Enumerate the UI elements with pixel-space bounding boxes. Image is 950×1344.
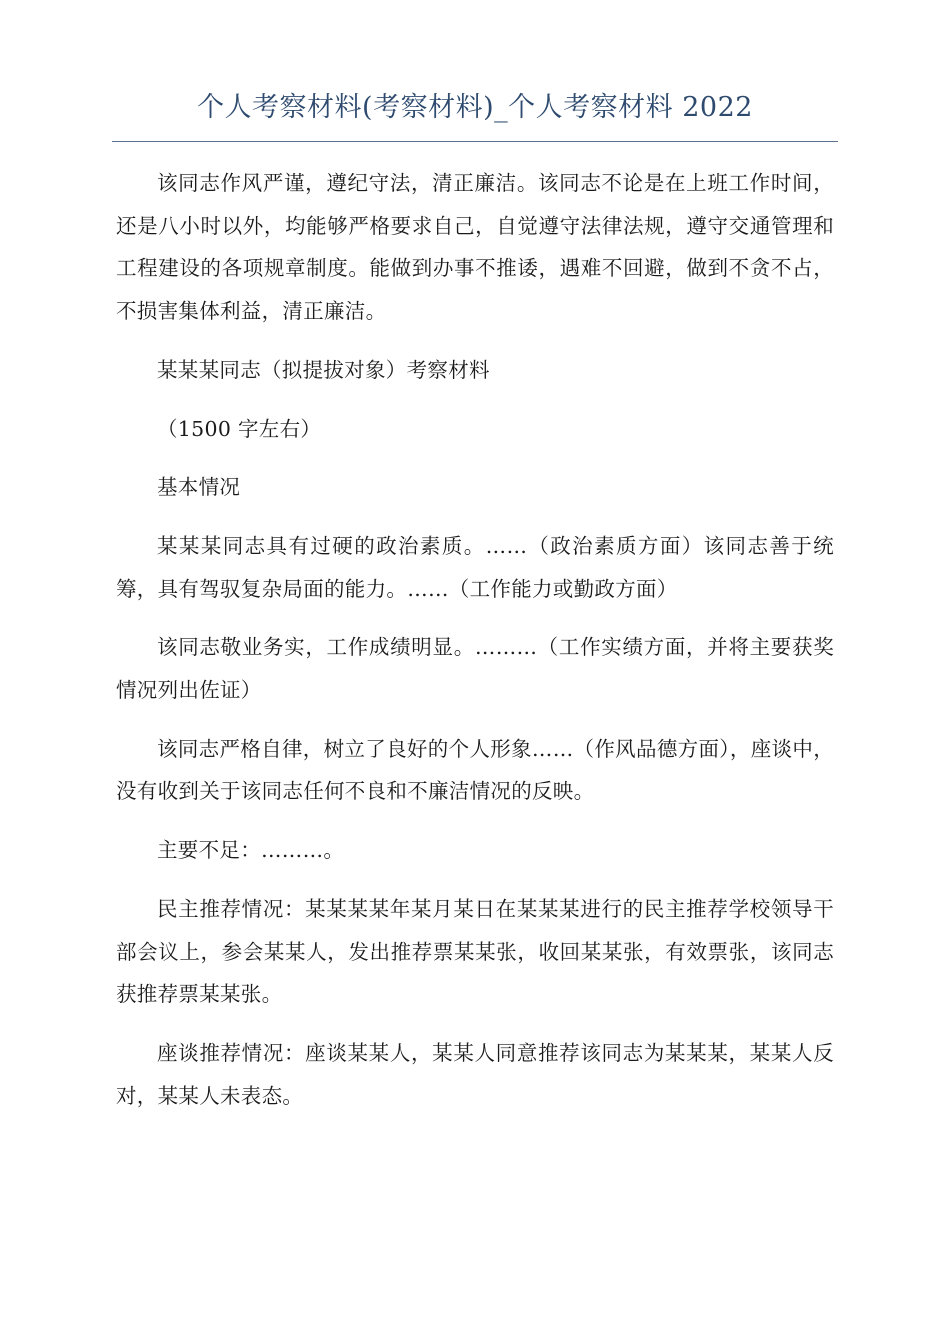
- document-body: [116, 162, 834, 1117]
- section-heading-basic: 基本情况: [157, 475, 241, 500]
- page-header-title: 个人考察材料(考察材料)_个人考察材料 2022: [197, 92, 753, 123]
- paragraph-shortcomings: 主要不足：………。: [157, 838, 345, 863]
- paragraph-gap: [116, 450, 834, 466]
- paragraph-gap: [116, 1016, 834, 1032]
- paragraph-gap: [116, 392, 834, 408]
- paragraph-gap: [116, 872, 834, 888]
- paragraph-interview-recommendation: 座谈推荐情况：座谈某某人，某某人同意推荐该同志为某某某，某某人反对，某某人未表态。: [116, 1040, 834, 1108]
- paragraph-gap: [116, 509, 834, 525]
- paragraph-integrity: 该同志严格自律，树立了良好的个人形象……（作风品德方面），座谈中，没有收到关于该同志任何不良和不廉洁情况的反映。: [116, 736, 834, 804]
- paragraph-gap: [116, 610, 834, 626]
- paragraph-democratic-recommendation: 民主推荐情况：某某某某年某月某日在某某某进行的民主推荐学校领导干部会议上，参会某某人，发出推荐票某某张，收回某某张，有效票张，该同志获推荐票某某张。: [116, 896, 834, 1007]
- paragraph-conduct: 该同志作风严谨，遵纪守法，清正廉洁。该同志不论是在上班工作时间，还是八小时以外，均能够严格要求自己，自觉遵守法律法规，遵守交通管理和工程建设的各项规章制度。能做到办事不推诿，遇难不回避，做到不贪不占，不损害集体利益，清正廉洁。: [116, 171, 834, 324]
- paragraph-gap: [116, 333, 834, 349]
- paragraph-gap: [116, 813, 834, 829]
- word-count-note: （1500 字左右）: [157, 416, 322, 441]
- section-heading-material: 某某某同志（拟提拔对象）考察材料: [157, 357, 490, 382]
- header-divider: [112, 141, 838, 142]
- paragraph-gap: [116, 712, 834, 728]
- paragraph-political: 某某某同志具有过硬的政治素质。……（政治素质方面）该同志善于统筹，具有驾驭复杂局面的能力。……（工作能力或勤政方面）: [116, 533, 834, 601]
- paragraph-performance: 该同志敬业务实，工作成绩明显。………（工作实绩方面，并将主要获奖情况列出佐证）: [116, 635, 834, 703]
